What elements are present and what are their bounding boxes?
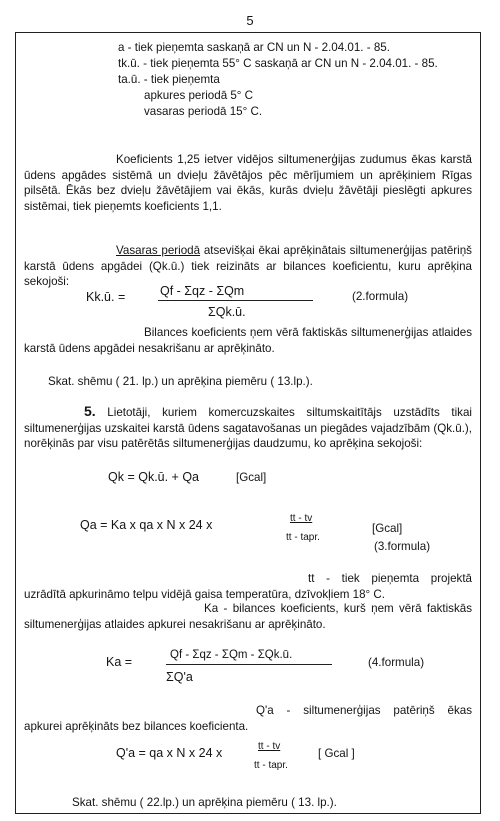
formula-qa-prime-numerator: tt - tv: [258, 741, 281, 752]
paragraph-tt: tt - tiek pieņemta projektā uzrādītā apkurināmo telpu vidējā gaisa temperatūra, dzīvokļiem 18° C.: [24, 572, 472, 601]
formula2-fraction-bar: [158, 300, 313, 301]
paragraph-ka: Ka - bilances koeficients, kurš ņem vērā faktiskās siltumenerģijas atlaides apkurei nesakrišanu ar aprēķināto.: [24, 602, 472, 631]
formula-qa-prime-unit: [ Gcal ]: [318, 747, 355, 760]
formula4-lhs: Ka =: [106, 655, 133, 669]
formula-qa-prime-denominator: tt - tapr.: [254, 760, 288, 771]
formula-qa-prime-lhs: Q'a = qa x N x 24 x: [116, 746, 223, 760]
def-tau: ta.ū. - tiek pieņemta: [118, 73, 220, 86]
formula-qk: Qk = Qk.ū. + Qa: [108, 470, 200, 484]
def-summer-period: vasaras periodā 15° C.: [144, 105, 263, 118]
formula2-denominator: ΣQk.ū.: [208, 305, 246, 319]
paragraph-users: [24, 404, 472, 452]
formula3-unit: [Gcal]: [372, 522, 403, 535]
paragraph-qa-prime: Q'a - siltumenerģijas patēriņš ēkas apkurei aprēķināts bez bilances koeficienta.: [24, 704, 472, 733]
formula3-denominator: tt - tapr.: [286, 532, 320, 543]
formula4-numerator: Qf - Σqz - ΣQm - ΣQk.ū.: [170, 649, 293, 661]
def-a: a - tiek pieņemta saskaņā ar CN un N - 2.04.01. - 85.: [118, 41, 390, 54]
def-heating-period: apkures periodā 5° C: [144, 89, 254, 102]
paragraph-users-text: Lietotāji, kuriem komercuzskaites siltumskaitītājs uzstādīts tikai siltumenerģijas uzskaitei karstā ūdens sagatavošanas un piegādes vajadzībām (Qk.ū.), norēķinās par visu patērētās siltumenerģijas daudzumu, ko aprēķina sekojoši:: [24, 406, 472, 450]
formula-qk-unit: [Gcal]: [236, 471, 267, 484]
summer-period-label: Vasaras periodā: [116, 244, 201, 257]
formula2-lhs: Kk.ū. =: [86, 290, 126, 304]
summer-period-text: atsevišķai ēkai aprēķinātais siltumenerģijas patēriņš karstā ūdens apgādei (Qk.ū.) tiek reizināts ar bilances koeficientu, kuru aprēķina sekojoši:: [24, 244, 472, 288]
paragraph-number: 5.: [84, 403, 96, 419]
paragraph-coefficient: Koeficients 1,25 ietver vidējos siltumenerģijas zudumus ēkas karstā ūdens apgādes sistēmā un dvieļu žāvētājos pēc mērījumiem un aprēķiniem Rīgas pilsētā. Ēkās bez dvieļu žāvētājiem vai ēkās, kurās dvieļu žāvētāji pieslēgti apkures sistēmai, tiek pieņemts koeficients 1,1.: [24, 153, 472, 213]
formula4-denominator: ΣQ'a: [166, 670, 193, 684]
formula4-label: (4.formula): [368, 656, 425, 669]
def-tku: tk.ū. - tiek pieņemta 55° C saskaņā ar CN un N - 2.04.01. - 85.: [118, 57, 438, 70]
reference-scheme-1: Skat. shēmu ( 21. lp.) un aprēķina piemēru ( 13.lp.).: [48, 375, 313, 388]
formula2-label: (2.formula): [352, 290, 409, 303]
formula3-numerator: tt - tv: [290, 513, 313, 524]
paragraph-summer: [24, 243, 472, 290]
paragraph-balance: Bilances koeficients ņem vērā faktiskās siltumenerģijas atlaides karstā ūdens apgādei nesakrišanu ar aprēķināto.: [24, 326, 472, 355]
reference-scheme-2: Skat. shēmu ( 22.lp.) un aprēķina piemēru ( 13. lp.).: [72, 796, 337, 809]
formula4-fraction-bar: [166, 664, 332, 665]
page-number: 5: [246, 13, 254, 28]
formula3-label: (3.formula): [374, 540, 431, 553]
formula2-numerator: Qf - Σqz - ΣQm: [160, 284, 245, 298]
formula3-lhs: Qa = Ka x qa x N x 24 x: [80, 518, 213, 532]
